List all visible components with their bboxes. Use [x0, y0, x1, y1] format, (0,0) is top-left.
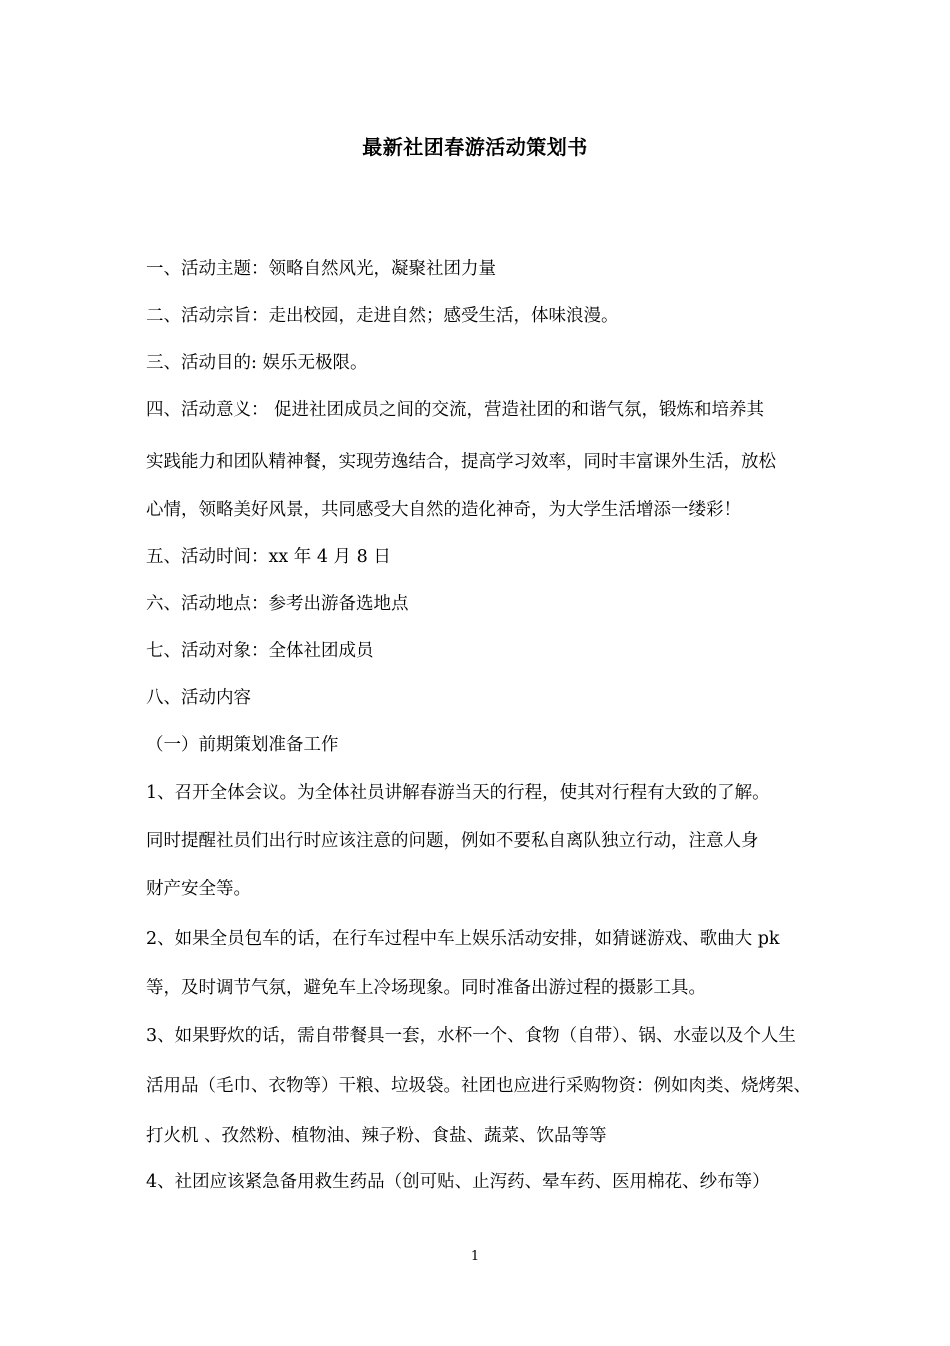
location-line: 六、活动地点：参考出游备选地点 — [146, 594, 409, 614]
time-line: 五、活动时间：xx 年 4 月 8 日 — [146, 547, 391, 567]
document-title: 最新社团春游活动策划书 — [362, 135, 588, 159]
purpose-line: 二、活动宗旨：走出校园，走进自然；感受生活，体味浪漫。 — [146, 306, 619, 326]
content-heading: 八、活动内容 — [146, 688, 251, 708]
significance-line-1: 四、活动意义： 促进社团成员之间的交流，营造社团的和谐气氛，锻炼和培养其 — [146, 400, 765, 420]
significance-line-2: 实践能力和团队精神餐，实现劳逸结合，提高学习效率，同时丰富课外生活，放松 — [146, 452, 776, 472]
item-2-line-2: 等，及时调节气氛，避免车上冷场现象。同时准备出游过程的摄影工具。 — [146, 978, 706, 998]
item-1-line-3: 财产安全等。 — [146, 879, 251, 899]
item-1-line-1: 1、召开全体会议。为全体社员讲解春游当天的行程，使其对行程有大致的了解。 — [146, 783, 770, 803]
item-4-line-1: 4、社团应该紧急备用救生药品（创可贴、止泻药、晕车药、医用棉花、纱布等） — [146, 1172, 770, 1192]
item-1-line-2: 同时提醒社员们出行时应该注意的问题，例如不要私自离队独立行动，注意人身 — [146, 831, 759, 851]
audience-line: 七、活动对象：全体社团成员 — [146, 641, 374, 661]
item-3-line-1: 3、如果野炊的话，需自带餐具一套，水杯一个、食物（自带）、锅、水壶以及个人生 — [146, 1026, 796, 1046]
significance-line-3: 心情，领略美好风景，共同感受大自然的造化神奇，为大学生活增添一缕彩！ — [146, 500, 741, 520]
goal-line: 三、活动目的: 娱乐无极限。 — [146, 353, 368, 373]
page-number: 1 — [470, 1249, 480, 1264]
item-3-line-2: 活用品（毛巾、衣物等）干粮、垃圾袋。社团也应进行采购物资：例如肉类、烧烤架、 — [146, 1076, 811, 1096]
item-2-line-1: 2、如果全员包车的话，在行车过程中车上娱乐活动安排，如猜谜游戏、歌曲大 pk — [146, 929, 780, 949]
theme-line: 一、活动主题：领略自然风光，凝聚社团力量 — [146, 259, 496, 279]
preparation-heading: （一）前期策划准备工作 — [146, 735, 339, 755]
item-3-line-3: 打火机 、孜然粉、植物油、辣子粉、食盐、蔬菜、饮品等等 — [146, 1126, 607, 1146]
